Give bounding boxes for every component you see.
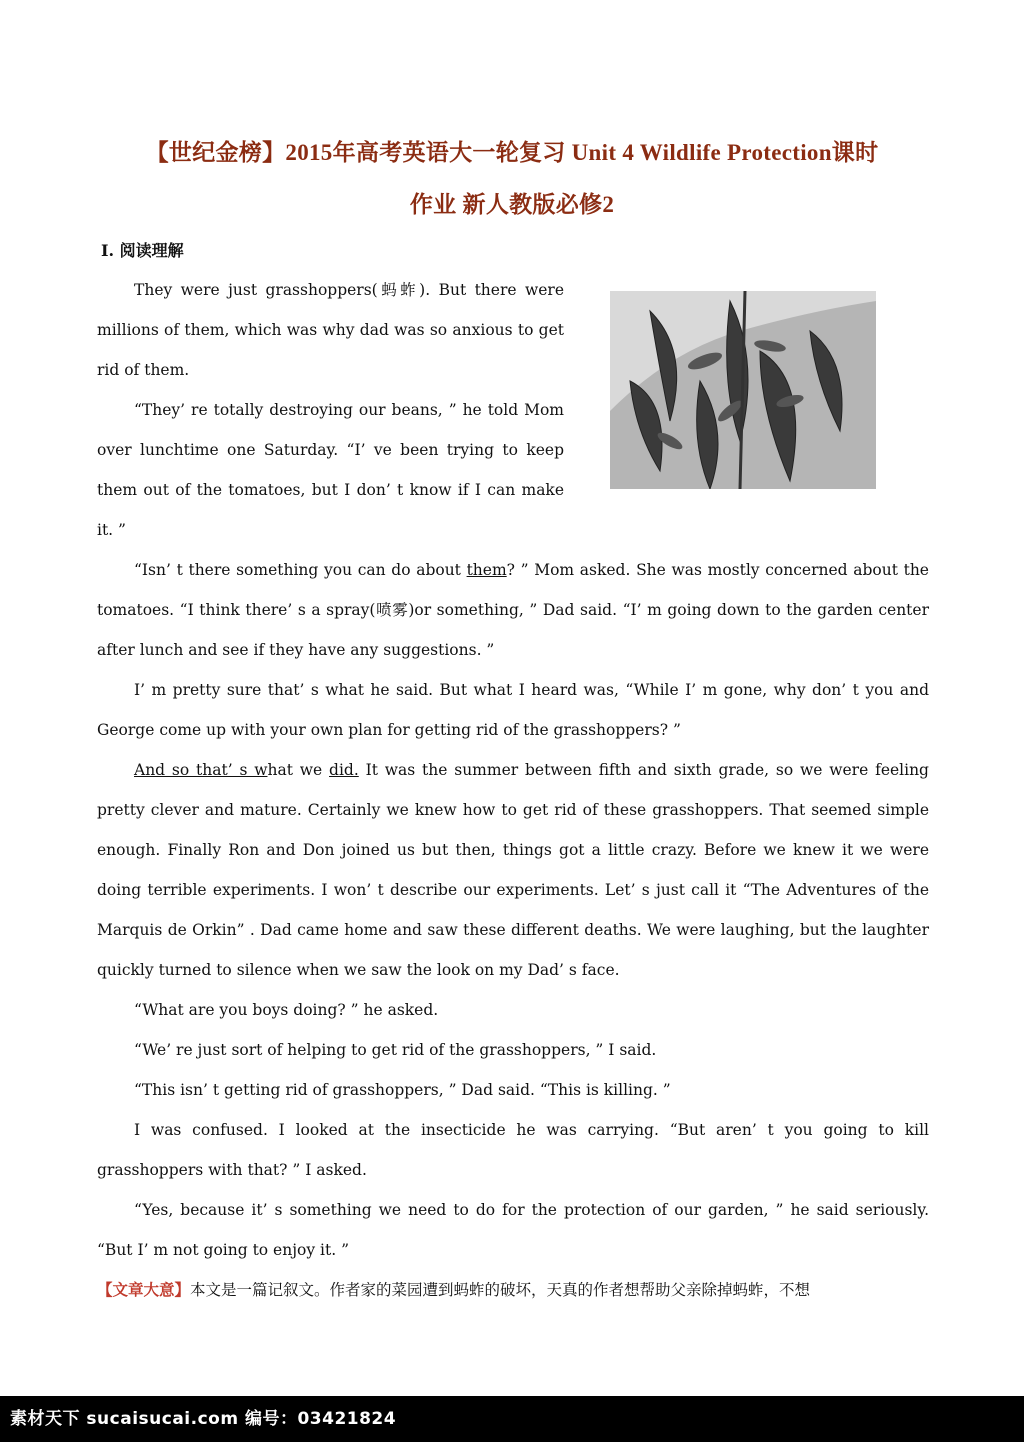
watermark-bar: 素材天下 sucaisucai.com 编号：03421824 [0, 1396, 1024, 1442]
paragraph-4: I’ m pretty sure that’ s what he said. But what I heard was, “While I’ m gone, why don’ t you and George come up with your own plan for getting rid of the grasshoppers? ” [97, 681, 929, 739]
paragraph-10: “Yes, because it’ s something we need to do for the protection of our garden, ” he said seriously. “But I’ m not going to enjoy it. ” [97, 1201, 929, 1259]
paragraph-2: “They’ re totally destroying our beans, ” he told Mom over lunchtime one Saturday. “I’ ve been trying to keep them out of the tomatoes, but I don’ t know if I can make it. ” [97, 401, 564, 539]
paragraph-3-start: “Isn’ t there something you can do about [134, 561, 467, 579]
paragraph-7: “We’ re just sort of helping to get rid of the grasshoppers, ” I said. [134, 1041, 657, 1059]
paragraph-1: They were just grasshoppers(蚂蚱). But there were millions of them, which was why dad was so anxious to get rid of them. [97, 281, 564, 379]
paragraph-5-rest: It was the summer between fifth and sixth grade, so we were feeling pretty clever and mature. Certainly we knew how to get rid of these grasshoppers. That seemed simple enough. Finally Ron and Don joined us but then, things got a little crazy. Before we knew it we were doing terrible experiments. I won’ t describe our experiments. Let’ s just call it “The Adventures of the Marquis de Orkin” . Dad came home and saw these different deaths. We were laughing, but the laughter quickly turned to silence when we saw the look on my Dad’ s face. [97, 761, 929, 979]
paragraph-5-middle: hat we [267, 761, 330, 779]
paragraph-9: I was confused. I looked at the insecticide he was carrying. “But aren’ t you going to kill grasshoppers with that? ” I asked. [97, 1121, 929, 1179]
paragraph-5 [97, 750, 929, 990]
summary-tag: 【文章大意】 [97, 1280, 191, 1299]
summary-text: 本文是一篇记叙文。作者家的菜园遭到蚂蚱的破坏，天真的作者想帮助父亲除掉蚂蚱，不想 [190, 1281, 811, 1299]
paragraph-3 [97, 550, 929, 670]
paragraph-3-rest: ? ” Mom asked. She was mostly concerned about the tomatoes. “I think there’ s a spray(喷雾)or something, ” Dad said. “I’ m going down to the garden center after lunch and see if they have any suggestions. ” [97, 561, 929, 659]
paragraph-6: “What are you boys doing? ” he asked. [134, 1001, 439, 1019]
underlined-phrase-2: did. [329, 761, 359, 779]
summary-paragraph [97, 1270, 929, 1310]
document-title-line-2: 作业 新人教版必修2 [409, 192, 615, 217]
document-title-line-1: 【世纪金榜】2015年高考英语大一轮复习 Unit 4 Wildlife Protection课时 [145, 140, 879, 165]
underlined-phrase-1: And so that’ s w [134, 761, 268, 779]
section-heading: Ⅰ. 阅读理解 [101, 241, 184, 260]
grasshopper-photo-icon [610, 291, 876, 489]
underlined-word-them: them [466, 561, 507, 579]
grasshopper-photo [610, 291, 876, 489]
paragraph-8: “This isn’ t getting rid of grasshoppers, ” Dad said. “This is killing. ” [134, 1081, 671, 1099]
